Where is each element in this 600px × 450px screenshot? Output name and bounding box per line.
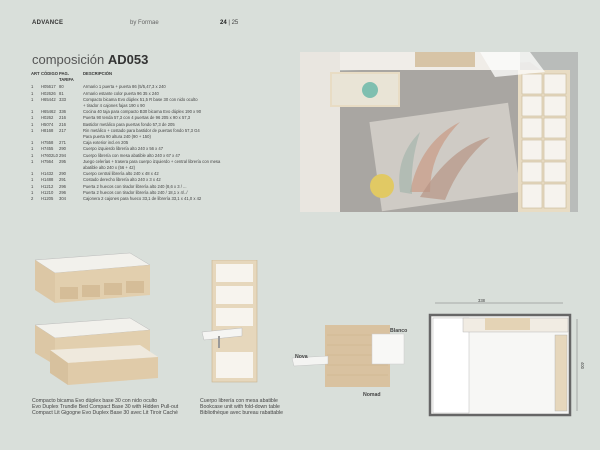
cell-code: H7455 bbox=[41, 146, 54, 152]
cell-code: H05617 bbox=[41, 84, 56, 90]
plan-width-label: 338 bbox=[478, 298, 485, 303]
brand-subtitle: by Formae bbox=[130, 20, 159, 26]
table-row bbox=[31, 196, 286, 202]
swatch-label-nomad: Nomad bbox=[363, 392, 381, 398]
page-current: 24 bbox=[220, 20, 227, 26]
caption-fr: Compact Lit Gigogne Evo Duplex Base 30 avec Lit Tiroir Caché bbox=[32, 410, 178, 417]
cell-art: 1 bbox=[31, 121, 34, 127]
cell-art: 1 bbox=[31, 109, 34, 115]
trundle-bed-drawings bbox=[30, 245, 165, 395]
cell-page: 290 bbox=[59, 171, 66, 177]
cell-page: 296 bbox=[59, 189, 66, 195]
caption-fr: Bibliothèque avec bureau rabattable bbox=[200, 410, 284, 417]
cell-page: 294 bbox=[59, 152, 66, 158]
cell-description: Armario 1 puerta + puerta 86 (5/5,47,3 x 240 bbox=[83, 84, 166, 90]
cell-description: Puerta 90 tenda 57,3 con 4 puertas de 96 205 x 90 x 57,3 bbox=[83, 115, 191, 121]
col-header-code: CÓDIGO bbox=[41, 71, 58, 76]
cell-art: 2 bbox=[31, 196, 34, 202]
bookcase-caption bbox=[200, 398, 283, 417]
plan-depth-label: 400 bbox=[580, 362, 585, 369]
caption-en: Evo Duplex Trundle Bed Compact Base 30 with Hidden Pull-out bbox=[32, 404, 179, 411]
cell-page: 291 bbox=[59, 177, 66, 183]
cell-description: Cuerpo central librería alto 240 x 48 x 42 bbox=[83, 171, 159, 177]
cell-page: 81 bbox=[59, 90, 64, 96]
cell-page: 304 bbox=[59, 196, 66, 202]
cell-description: Para puerta 90 altura 240 (90 + 150) bbox=[83, 134, 151, 140]
page-header bbox=[32, 20, 570, 32]
trundle-bed-caption bbox=[32, 398, 178, 417]
cell-description: Cuerpo librería con mesa abatible alto 240 x 67 x 47 bbox=[83, 152, 181, 158]
cell-page: 217 bbox=[59, 127, 66, 133]
cell-description: Compacto bicama Evo dúplex 51,5 R base 30 con nido oculto bbox=[83, 96, 198, 102]
cell-description: Puerta 2 huecos con tirador librería alto 240 (8,6 x 3 / ... bbox=[83, 183, 187, 189]
cell-code: H65442 bbox=[41, 96, 56, 102]
caption-es: Compacto bicama Evo dúplex base 30 con nido oculto bbox=[32, 398, 158, 404]
room-photo-illustration bbox=[300, 52, 578, 212]
floor-plan bbox=[425, 295, 590, 420]
cell-description: abatible alto 240 x (56 + 42) bbox=[83, 165, 136, 171]
page-separator: | bbox=[226, 20, 232, 26]
cell-art: 1 bbox=[31, 140, 34, 146]
cell-code: H1488 bbox=[41, 177, 54, 183]
composition-title-prefix: composición bbox=[32, 52, 105, 67]
cell-page: 336 bbox=[59, 109, 66, 115]
col-header-art: ART bbox=[31, 71, 40, 76]
cell-art: 1 bbox=[31, 127, 34, 133]
cell-code: H0262 bbox=[41, 115, 54, 121]
cell-art: 1 bbox=[31, 158, 34, 164]
cell-code: H1205 bbox=[41, 196, 54, 202]
cell-code: H7558 bbox=[41, 140, 54, 146]
cell-code: H7564 bbox=[41, 158, 54, 164]
brand-label: ADVANCE bbox=[32, 20, 64, 26]
bookcase-drawing bbox=[200, 260, 262, 385]
cell-code: H1210 bbox=[41, 189, 54, 195]
cell-code: H8168 bbox=[41, 127, 54, 133]
trundle-bed-open-drawing bbox=[35, 318, 158, 385]
cell-art: 1 bbox=[31, 84, 34, 90]
cell-description: Caja exterior incl.en 205 bbox=[83, 140, 129, 146]
cell-art: 1 bbox=[31, 189, 34, 195]
cell-description: Rin metálico + costado para bastidor de puertas fondo 57,3 G4 bbox=[83, 127, 200, 133]
cell-description: Bastidor metálico para puertas fondo 57,3 de 205 bbox=[83, 121, 175, 127]
cell-description: Armario estante color puerta 96 35 x 240 bbox=[83, 90, 159, 96]
swatch-label-nova: Nova bbox=[295, 354, 308, 360]
cell-description: Puerta 2 huecos con tirador librería alto 240 / 18,1 x 4/../ bbox=[83, 189, 188, 195]
composition-code: AD053 bbox=[107, 52, 149, 67]
composition-title bbox=[32, 52, 148, 67]
cell-code: H7602L0 bbox=[41, 152, 58, 158]
cell-page: 216 bbox=[59, 115, 66, 121]
cell-art: 1 bbox=[31, 152, 34, 158]
cell-description: Cocina 40 taja para compacto B30 bicama Evo dúplex 190 x 90 bbox=[83, 109, 202, 115]
swatch-label-white: Blanco bbox=[390, 328, 408, 334]
cell-code: H5074 bbox=[41, 121, 54, 127]
cell-art: 1 bbox=[31, 177, 34, 183]
parts-table bbox=[31, 71, 286, 202]
caption-es: Cuerpo librería con mesa abatible bbox=[200, 398, 278, 404]
cell-code: H65462 bbox=[41, 109, 56, 115]
cell-art: 1 bbox=[31, 115, 34, 121]
cell-art: 1 bbox=[31, 171, 34, 177]
cell-code: H02626 bbox=[41, 90, 56, 96]
cell-page: 216 bbox=[59, 121, 66, 127]
cell-description: Cajonera 2 cajones para hueco 33,1 de librería 33,1 x 41,0 x 42 bbox=[83, 196, 202, 202]
cell-page: 80 bbox=[59, 84, 64, 90]
col-header-description: DESCRIPCIÓN bbox=[83, 71, 113, 76]
cell-page: 290 bbox=[59, 146, 66, 152]
cell-page: 296 bbox=[59, 183, 66, 189]
cell-art: 1 bbox=[31, 90, 34, 96]
white-swatch bbox=[372, 334, 404, 364]
page-numbers bbox=[220, 20, 238, 26]
cell-art: 1 bbox=[31, 146, 34, 152]
cell-art: 1 bbox=[31, 96, 34, 102]
cell-page: 271 bbox=[59, 140, 66, 146]
parts-table-body bbox=[31, 84, 286, 202]
cell-description: + tirador 4 cajones fajas 190 x 90 bbox=[83, 103, 145, 109]
cell-page: 333 bbox=[59, 96, 66, 102]
col-header-page: PAG. TARIFA bbox=[59, 71, 74, 83]
parts-table-header bbox=[31, 71, 286, 83]
cell-art: 1 bbox=[31, 183, 34, 189]
page-next: 25 bbox=[231, 20, 239, 26]
cell-code: H1212 bbox=[41, 183, 54, 189]
room-photo bbox=[300, 52, 578, 212]
caption-en: Bookcase unit with fold-down table bbox=[200, 404, 280, 411]
cell-description: Juego celerías + trasera para cuerpo izquierdo + central librería con mesa bbox=[83, 158, 221, 164]
cell-description: Cuerpo izquierdo librería alto 240 x 56 x 47 bbox=[83, 146, 164, 152]
trundle-bed-closed-drawing bbox=[35, 253, 150, 303]
cell-code: H1432 bbox=[41, 171, 54, 177]
cell-page: 295 bbox=[59, 158, 66, 164]
cell-description: Costado derecho librería alto 240 x 3 x 42 bbox=[83, 177, 161, 183]
